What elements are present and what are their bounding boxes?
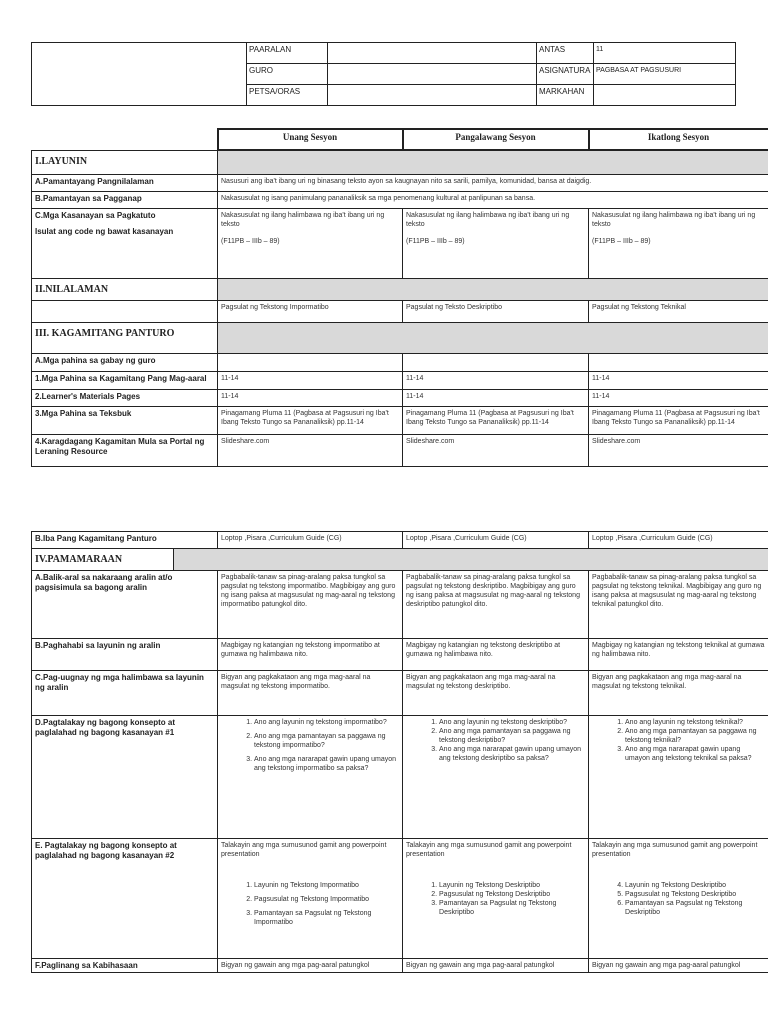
list-item: 4. Layunin ng Tekstong Deskriptibo [625, 881, 765, 890]
list-item: 3. Ano ang mga nararapat gawin upang umayon ang tekstong teknikal sa paksa? [625, 745, 765, 763]
gabay-session-1 [218, 353, 403, 371]
session-1-header: Unang Sesyon [218, 129, 403, 150]
row-label-iba-pang-kagamitan: B.Iba Pang Kagamitang Panturo [32, 532, 218, 549]
nilalaman-session-1: Pagsulat ng Tekstong Impormatibo [218, 300, 403, 322]
question-list [406, 718, 585, 763]
konsepto2-session-3 [589, 839, 768, 959]
question-list [221, 718, 399, 773]
section-layunin-fill [218, 150, 768, 174]
konsepto1-session-3 [589, 716, 768, 839]
list-item: 1. Ano ang layunin ng tekstong impormatibo? [254, 718, 399, 727]
section-layunin: I.LAYUNIN [32, 150, 218, 174]
gabay-session-2 [403, 353, 589, 371]
pag-uugnay-session-1: Bigyan ang pagkakataon ang mga mag-aaral na magsulat ng tekstong impormatibo. [218, 671, 403, 716]
session-3-header: Ikatlong Sesyon [589, 129, 768, 150]
konsepto1-session-1 [218, 716, 403, 839]
section-kagamitan-fill [218, 322, 768, 353]
row-label-konsepto1: D.Pagtalakay ng bagong konsepto at paglalahad ng bagong kasanayan #1 [32, 716, 218, 839]
quarter-label: MARKAHAN [537, 85, 594, 106]
kabihasaan-session-2: Bigyan ng gawain ang mga pag-aaral patungkol [403, 959, 589, 973]
list-item: 1. Layunin ng Tekstong Impormatibo [254, 881, 399, 890]
row-label-gabay: A.Mga pahina sa gabay ng guro [32, 353, 218, 371]
topic-list [406, 881, 585, 917]
kasanayan-text: Nakasusulat ng ilang halimbawa ng iba't ibang uri ng teksto [221, 211, 385, 228]
section-pamamaraan: IV.PAMAMARAAN [32, 549, 174, 571]
teksbuk-session-2: Pinagamang Pluma 11 (Pagbasa at Pagsusuri ng Iba't Ibang Teksto Tungo sa Pananaliksik) pp.11-14 [403, 406, 589, 434]
konsepto2-intro: Talakayin ang mga sumusunod gamit ang powerpoint presentation [221, 842, 387, 859]
teksbuk-session-1: Pinagamang Pluma 11 (Pagbasa at Pagsusuri ng Iba't Ibang Teksto Tungo sa Pananaliksik) pp.11-14 [218, 406, 403, 434]
portal-session-1: Slideshare.com [218, 434, 403, 466]
row-label-kasanayan [32, 208, 218, 278]
kasanayan-title: C.Mga Kasanayan sa Pagkatuto [35, 210, 156, 220]
topic-list [221, 881, 399, 927]
iba-pang-kagamitan-session-1: Loptop ,Pisara ,Curriculum Guide (CG) [218, 532, 403, 549]
konsepto2-intro: Talakayin ang mga sumusunod gamit ang powerpoint presentation [592, 842, 758, 859]
row-label-konsepto2: E. Pagtalakay ng bagong konsepto at paglalahad ng bagong kasanayan #2 [32, 839, 218, 959]
teacher-label: GURO [247, 64, 328, 85]
list-item: 1. Ano ang layunin ng tekstong teknikal? [625, 718, 765, 727]
quarter-value[interactable] [594, 85, 736, 106]
row-label-portal: 4.Karagdagang Kagamitan Mula sa Portal ng Leraning Resource [32, 434, 218, 466]
paghahabi-session-2: Magbigay ng katangian ng tekstong deskriptibo at gumawa ng halimbawa nito. [403, 639, 589, 671]
konsepto2-session-2 [403, 839, 589, 959]
row-label-kabihasaan: F.Paglinang sa Kabihasaan [32, 959, 218, 973]
list-item: 2. Ano ang mga pamantayan sa paggawa ng tekstong deskriptibo? [439, 727, 585, 745]
row-label-pag-uugnay: C.Pag-uugnay ng mga halimbawa sa layunin ng aralin [32, 671, 218, 716]
section-nilalaman-fill [218, 278, 768, 300]
list-item: 3. Ano ang mga nararapat gawin upang umayon ang tekstong deskriptibo sa paksa? [439, 745, 585, 763]
header-table [31, 42, 736, 106]
kabihasaan-session-3: Bigyan ng gawain ang mga pag-aaral patungkol [589, 959, 768, 973]
school-value[interactable] [328, 43, 537, 64]
list-item: 2. Pagsusulat ng Tekstong Deskriptibo [439, 890, 585, 899]
row-label-paghahabi: B.Paghahabi sa layunin ng aralin [32, 639, 218, 671]
learners-session-3: 11-14 [589, 389, 768, 406]
grade-value: 11 [594, 43, 736, 64]
learners-session-1: 11-14 [218, 389, 403, 406]
kasanayan-code: (F11PB – IIIb – 89) [221, 237, 280, 245]
kasanayan-session-2 [403, 208, 589, 278]
row-label-teksbuk: 3.Mga Pahina sa Teksbuk [32, 406, 218, 434]
grade-label: ANTAS [537, 43, 594, 64]
kasanayan-text: Nakasusulat ng ilang halimbawa ng iba't ibang uri ng teksto [592, 211, 756, 228]
mag-aaral-session-1: 11-14 [218, 371, 403, 389]
kasanayan-session-1 [218, 208, 403, 278]
list-item: 2. Ano ang mga pamantayan sa paggawa ng tekstong teknikal? [625, 727, 765, 745]
list-item: 3. Pamantayan sa Pagsulat ng Tekstong Deskriptibo [439, 899, 585, 917]
gabay-session-3 [589, 353, 768, 371]
logo-area [32, 43, 247, 106]
iba-pang-kagamitan-session-3: Loptop ,Pisara ,Curriculum Guide (CG) [589, 532, 768, 549]
teksbuk-session-3: Pinagamang Pluma 11 (Pagbasa at Pagsusuri ng Iba't Ibang Teksto Tungo sa Pananaliksik) pp.11-14 [589, 406, 768, 434]
kasanayan-code: (F11PB – IIIb – 89) [406, 237, 465, 245]
balik-aral-session-2: Pagbabalik-tanaw sa pinag-aralang paksa tungkol sa pagsulat ng tekstong deskriptibo. Magbibigay ang guro ng isang paksa at magsusulat ng mag-aaral ng tekstong deskriptibo patungkol dito. [403, 571, 589, 639]
list-item: 6. Pamantayan sa Pagsulat ng Tekstong Deskriptibo [625, 899, 765, 917]
section-kagamitan: III. KAGAMITANG PANTURO [32, 322, 218, 353]
row-label-balik-aral: A.Balik-aral sa nakaraang aralin at/o pagsisimula sa bagong aralin [32, 571, 218, 639]
subject-label: ASIGNATURA [537, 64, 594, 85]
list-item: 1. Layunin ng Tekstong Deskriptibo [439, 881, 585, 890]
pag-uugnay-session-2: Bigyan ang pagkakataon ang mga mag-aaral na magsulat ng tekstong deskriptibo. [403, 671, 589, 716]
kasanayan-text: Nakasusulat ng ilang halimbawa ng iba't ibang uri ng teksto [406, 211, 570, 228]
learners-session-2: 11-14 [403, 389, 589, 406]
list-item: 5. Pagsusulat ng Tekstong Deskriptibo [625, 890, 765, 899]
datetime-value[interactable] [328, 85, 537, 106]
konsepto1-session-2 [403, 716, 589, 839]
lesson-table-bottom [31, 531, 768, 973]
session-2-header: Pangalawang Sesyon [403, 129, 589, 150]
list-item: 2. Ano ang mga pamantayan sa paggawa ng tekstong impormatibo? [254, 732, 399, 750]
nilalaman-session-3: Pagsulat ng Tekstong Teknikal [589, 300, 768, 322]
list-item: 1. Ano ang layunin ng tekstong deskriptibo? [439, 718, 585, 727]
list-item: 3. Pamantayan sa Pagsulat ng Tekstong Impormatibo [254, 909, 399, 927]
nilalaman-session-2: Pagsulat ng Teksto Deskriptibo [403, 300, 589, 322]
school-label: PAARALAN [247, 43, 328, 64]
list-item: 3. Ano ang mga nararapat gawin upang umayon ang tekstong impormatibo sa paksa? [254, 755, 399, 773]
paghahabi-session-3: Magbigay ng katangian ng tekstong teknikal at gumawa ng halimbawa nito. [589, 639, 768, 671]
kasanayan-subtitle: Isulat ang code ng bawat kasanayan [35, 226, 174, 236]
lesson-table-top [31, 128, 768, 467]
subject-value: PAGBASA AT PAGSUSURI [594, 64, 736, 85]
section-nilalaman: II.NILALAMAN [32, 278, 218, 300]
row-label-pamantayang-pangnilalaman: A.Pamantayang Pangnilalaman [32, 174, 218, 191]
balik-aral-session-1: Pagbabalik-tanaw sa pinag-aralang paksa tungkol sa pagsulat ng tekstong impormatibo. Magbibigay ang guro ng isang paksa at magsusulat ng mag-aaral ng tekstong impormatibo patungkol dito. [218, 571, 403, 639]
portal-session-2: Slideshare.com [403, 434, 589, 466]
topic-list [592, 881, 765, 917]
portal-session-3: Slideshare.com [589, 434, 768, 466]
list-item: 2. Pagsusulat ng Tekstong Impormatibo [254, 895, 399, 904]
mag-aaral-session-3: 11-14 [589, 371, 768, 389]
kasanayan-code: (F11PB – IIIb – 89) [592, 237, 651, 245]
datetime-label: PETSA/ORAS [247, 85, 328, 106]
teacher-value[interactable] [328, 64, 537, 85]
mag-aaral-session-2: 11-14 [403, 371, 589, 389]
balik-aral-session-3: Pagbabalik-tanaw sa pinag-aralang paksa tungkol sa pagsulat ng tekstong teknikal. Magbibigay ang guro ng isang paksa at magsusulat ng mag-aaral ng tekstong teknikal patungkol dito. [589, 571, 768, 639]
kasanayan-session-3 [589, 208, 768, 278]
konsepto2-session-1 [218, 839, 403, 959]
row-value-pamantayan-pagganap: Nakasusulat ng isang panimulang pananaliksik sa mga penomenang kultural at panlipunan sa bansa. [218, 191, 768, 208]
section-pamamaraan-fill [174, 549, 768, 571]
empty-corner [32, 129, 218, 150]
nilalaman-label-empty [32, 300, 218, 322]
iba-pang-kagamitan-session-2: Loptop ,Pisara ,Curriculum Guide (CG) [403, 532, 589, 549]
konsepto2-intro: Talakayin ang mga sumusunod gamit ang powerpoint presentation [406, 842, 572, 859]
row-label-kagamitang-mag-aaral: 1.Mga Pahina sa Kagamitang Pang Mag-aaral [32, 371, 218, 389]
row-label-pamantayan-pagganap: B.Pamantayan sa Pagganap [32, 191, 218, 208]
kabihasaan-session-1: Bigyan ng gawain ang mga pag-aaral patungkol [218, 959, 403, 973]
row-value-pamantayang-pangnilalaman: Nasusuri ang iba't ibang uri ng binasang teksto ayon sa kaugnayan nito sa sarili, pamilya, komunidad, bansa at daigdig. [218, 174, 768, 191]
row-label-learners: 2.Learner's Materials Pages [32, 389, 218, 406]
paghahabi-session-1: Magbigay ng katangian ng tekstong impormatibo at gumawa ng halimbawa nito. [218, 639, 403, 671]
pag-uugnay-session-3: Bigyan ang pagkakataon ang mga mag-aaral na magsulat ng tekstong teknikal. [589, 671, 768, 716]
question-list [592, 718, 765, 763]
